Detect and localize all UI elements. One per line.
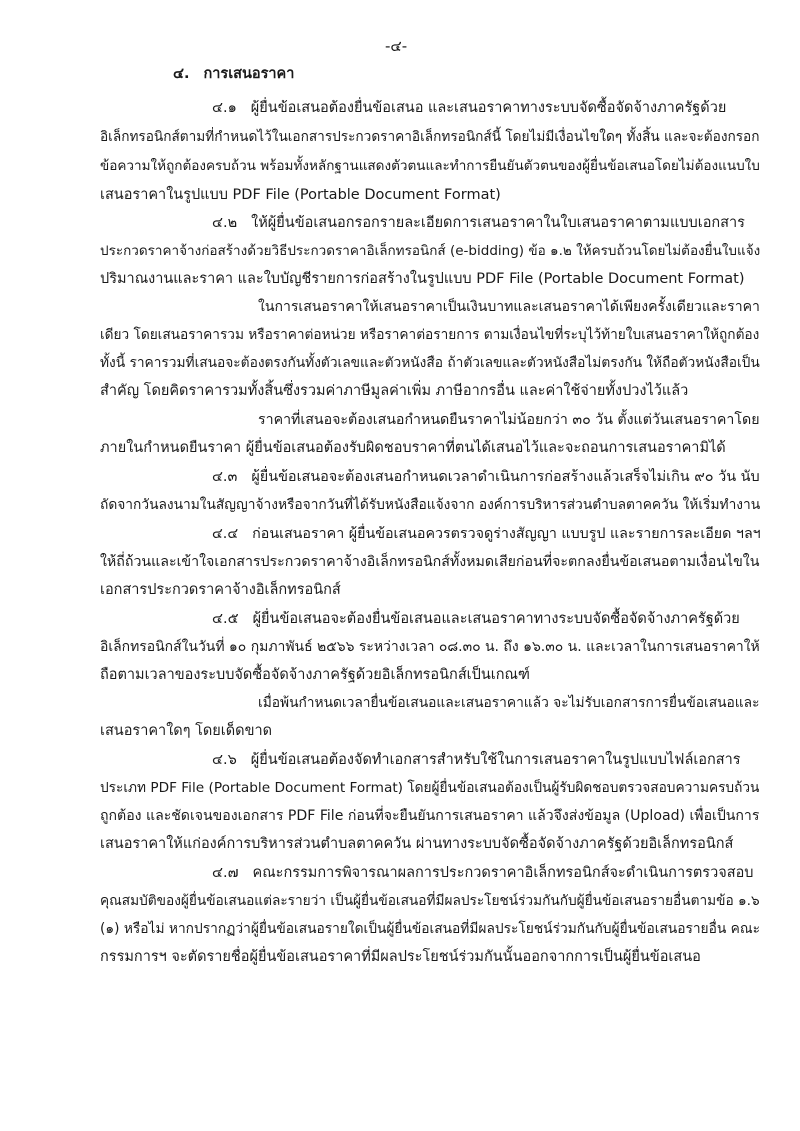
clause-number: ๔.๔ xyxy=(212,526,239,542)
clause-4-6-first-line xyxy=(212,750,741,770)
clause-text: ผู้ยื่นข้อเสนอจะต้องเสนอกำหนดเวลาดำเนินการก่อสร้างแล้วเสร็จไม่เกิน ๙๐ วัน นับ xyxy=(251,469,760,485)
clause-4-1-first-line xyxy=(212,98,726,118)
clause-number: ๔.๕ xyxy=(212,611,239,627)
body-line: เสนอราคาในรูปแบบ PDF File (Portable Document Format) xyxy=(100,187,501,203)
body-line: กรรมการฯ จะตัดรายชื่อผู้ยื่นข้อเสนอราคาที่มีผลประโยชน์ร่วมกันนั้นออกจากการเป็นผู้ยื่นข้อเสนอ xyxy=(100,949,701,965)
heading-number: ๔. xyxy=(173,66,190,82)
body-line: เอกสารประกวดราคาจ้างอิเล็กทรอนิกส์ xyxy=(100,582,341,598)
body-line: เมื่อพ้นกำหนดเวลายื่นข้อเสนอและเสนอราคาแล้ว จะไม่รับเอกสารการยื่นข้อเสนอและ xyxy=(258,695,760,711)
body-line: อิเล็กทรอนิกส์ตามที่กำหนดไว้ในเอกสารประกวดราคาอิเล็กทรอนิกส์นี้ โดยไม่มีเงื่อนไขใดๆ ทั้งสิ้น และจะต้องกรอก xyxy=(100,129,760,145)
clause-number: ๔.๒ xyxy=(212,215,238,231)
body-line: ประกวดราคาจ้างก่อสร้างด้วยวิธีประกวดราคาอิเล็กทรอนิกส์ (e-bidding) ข้อ ๑.๒ ให้ครบถ้วนโดยไม่ต้องยื่นใบแจ้ง xyxy=(100,243,761,259)
clause-text: ก่อนเสนอราคา ผู้ยื่นข้อเสนอควรตรวจดูร่างสัญญา แบบรูป และรายการละเอียด ฯลฯ xyxy=(252,526,761,542)
body-line: ให้ถี่ถ้วนและเข้าใจเอกสารประกวดราคาจ้างอิเล็กทรอนิกส์ทั้งหมดเสียก่อนที่จะตกลงยื่นข้อเสนอตามเงื่อนไขใน xyxy=(100,554,760,570)
body-line: ในการเสนอราคาให้เสนอราคาเป็นเงินบาทและเสนอราคาได้เพียงครั้งเดียวและราคา xyxy=(258,299,760,315)
body-line: คุณสมบัติของผู้ยื่นข้อเสนอแต่ละรายว่า เป็นผู้ยื่นข้อเสนอที่มีผลประโยชน์ร่วมกันกับผู้ยื่นข้อเสนอรายอื่นตามข้อ ๑.๖ xyxy=(100,893,760,909)
body-line: ถูกต้อง และชัดเจนของเอกสาร PDF File ก่อนที่จะยืนยันการเสนอราคา แล้วจึงส่งข้อมูล (Upload) เพื่อเป็นการ xyxy=(100,808,760,824)
clause-4-7-first-line xyxy=(212,863,754,883)
body-line: ราคาที่เสนอจะต้องเสนอกำหนดยืนราคาไม่น้อยกว่า ๓๐ วัน ตั้งแต่วันเสนอราคาโดย xyxy=(258,412,760,428)
body-line: (๑) หรือไม่ หากปรากฏว่าผู้ยื่นข้อเสนอรายใดเป็นผู้ยื่นข้อเสนอที่มีผลประโยชน์ร่วมกันกับผู้ยื่นข้อเสนอรายอื่น คณะ xyxy=(100,921,760,937)
body-line: ข้อความให้ถูกต้องครบถ้วน พร้อมทั้งหลักฐานแสดงตัวตนและทำการยืนยันตัวตนของผู้ยื่นข้อเสนอโดยไม่ต้องแนบใบ xyxy=(100,158,760,174)
section-heading xyxy=(173,64,294,84)
heading-title: การเสนอราคา xyxy=(203,66,295,82)
clause-4-5-first-line xyxy=(212,609,740,629)
clause-text: ให้ผู้ยื่นข้อเสนอกรอกรายละเอียดการเสนอราคาในใบเสนอราคาตามแบบเอกสาร xyxy=(251,215,745,231)
clause-number: ๔.๖ xyxy=(212,752,237,768)
page-number: -๔- xyxy=(385,37,408,55)
body-line: ภายในกำหนดยืนราคา ผู้ยื่นข้อเสนอต้องรับผิดชอบราคาที่ตนได้เสนอไว้และจะถอนการเสนอราคามิได้ xyxy=(100,440,726,456)
clause-text: ผู้ยื่นข้อเสนอจะต้องยื่นข้อเสนอและเสนอราคาทางระบบจัดซื้อจัดจ้างภาครัฐด้วย xyxy=(252,611,740,627)
clause-number: ๔.๑ xyxy=(212,100,237,116)
body-line: เดียว โดยเสนอราคารวม หรือราคาต่อหน่วย หรือราคาต่อรายการ ตามเงื่อนไขที่ระบุไว้ท้ายใบเสนอราคาให้ถูกต้อง xyxy=(100,327,760,343)
body-line: ถัดจากวันลงนามในสัญญาจ้างหรือจากวันที่ได้รับหนังสือแจ้งจาก องค์การบริหารส่วนตำบลตาคควัน ให้เริ่มทำงาน xyxy=(100,497,761,513)
body-line: สำคัญ โดยคิดราคารวมทั้งสิ้นซึ่งรวมค่าภาษีมูลค่าเพิ่ม ภาษีอากรอื่น และค่าใช้จ่ายทั้งปวงไว้แล้ว xyxy=(100,383,689,399)
clause-text: คณะกรรมการพิจารณาผลการประกวดราคาอิเล็กทรอนิกส์จะดำเนินการตรวจสอบ xyxy=(252,865,754,881)
body-line: เสนอราคาใดๆ โดยเด็ดขาด xyxy=(100,723,273,739)
body-line: ถือตามเวลาของระบบจัดซื้อจัดจ้างภาครัฐด้วยอิเล็กทรอนิกส์เป็นเกณฑ์ xyxy=(100,667,530,683)
body-line: ทั้งนี้ ราคารวมที่เสนอจะต้องตรงกันทั้งตัวเลขและตัวหนังสือ ถ้าตัวเลขและตัวหนังสือไม่ตรงกัน ให้ถือตัวหนังสือเป็น xyxy=(100,355,760,371)
clause-4-2-first-line xyxy=(212,213,745,233)
clause-text: ผู้ยื่นข้อเสนอต้องจัดทำเอกสารสำหรับใช้ในการเสนอราคาในรูปแบบไฟล์เอกสาร xyxy=(250,752,741,768)
clause-4-3-first-line xyxy=(212,467,760,487)
clause-number: ๔.๓ xyxy=(212,469,238,485)
body-line: อิเล็กทรอนิกส์ในวันที่ ๑๐ กุมภาพันธ์ ๒๕๖๖ ระหว่างเวลา ๐๘.๓๐ น. ถึง ๑๖.๓๐ น. และเวลาในการเสนอราคาให้ xyxy=(100,639,760,655)
body-line: ประเภท PDF File (Portable Document Format) โดยผู้ยื่นข้อเสนอต้องเป็นผู้รับผิดชอบตรวจสอบความครบถ้วน xyxy=(100,780,760,796)
body-line: ปริมาณงานและราคา และใบบัญชีรายการก่อสร้างในรูปแบบ PDF File (Portable Document Format) xyxy=(100,271,745,287)
clause-number: ๔.๗ xyxy=(212,865,239,881)
body-line: เสนอราคาให้แก่องค์การบริหารส่วนตำบลตาคควัน ผ่านทางระบบจัดซื้อจัดจ้างภาครัฐด้วยอิเล็กทรอนิกส์ xyxy=(100,836,734,852)
clause-4-4-first-line xyxy=(212,524,761,544)
clause-text: ผู้ยื่นข้อเสนอต้องยื่นข้อเสนอ และเสนอราคาทางระบบจัดซื้อจัดจ้างภาครัฐด้วย xyxy=(250,100,727,116)
